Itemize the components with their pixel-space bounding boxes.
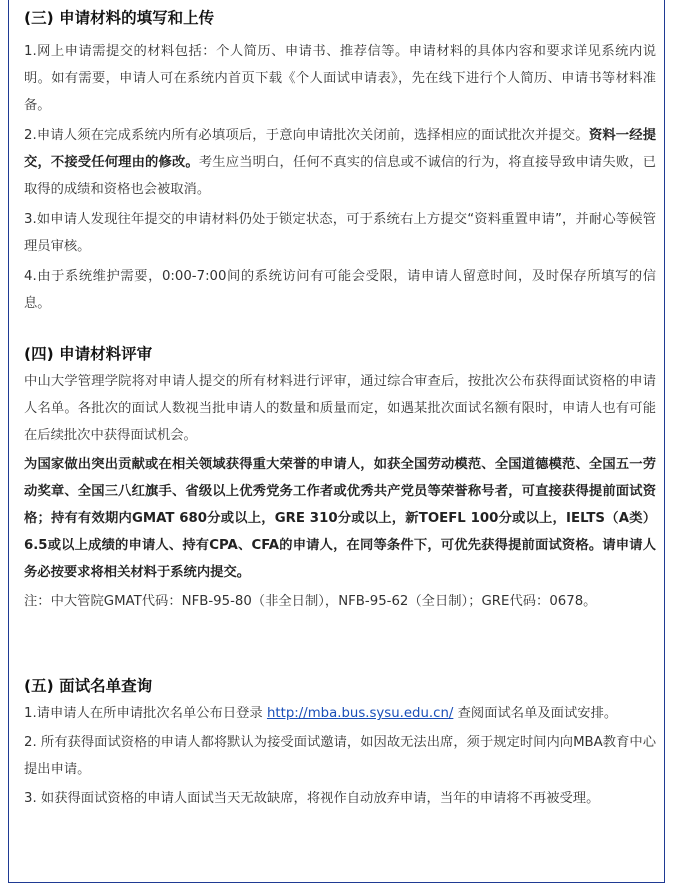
bold-emphasis: 资料一经提交，不接受任何理由的修改。 [24, 128, 657, 170]
paragraph: 中山大学管理学院将对申请人提交的所有材料进行评审，通过综合审查后，按批次公布获得面试资格的申请人名单。各批次的面试人数视当批申请人的数量和质量而定，如遇某批次面试名额有限时，申请人也有可能在后续批次中获得面试机会。 [24, 374, 656, 443]
section-heading: (五) 面试名单查询 [24, 677, 153, 695]
paragraph: 3. 如获得面试资格的申请人面试当天无故缺席，将视作自动放弃申请，当年的申请将不再被受理。 [24, 791, 600, 806]
mba-website-link[interactable]: http://mba.bus.sysu.edu.cn/ [266, 706, 454, 721]
paragraph: 4.由于系统维护需要，0:00-7:00间的系统访问有可能会受限，请申请人留意时间，及时保存所填写的信息。 [24, 269, 656, 311]
paragraph: 3.如申请人发现往年提交的申请材料仍处于锁定状态，可于系统右上方提交“资料重置申请”，并耐心等候管理员审核。 [24, 212, 656, 254]
paragraph: 1.网上申请需提交的材料包括：个人简历、申请书、推荐信等。申请材料的具体内容和要求详见系统内说明。如有需要，申请人可在系统内首页下载《个人面试申请表》，先在线下进行个人简历、申请书等材料准备。 [24, 44, 656, 113]
paragraph: 2.申请人须在完成系统内所有必填项后，于意向申请批次关闭前，选择相应的面试批次并提交。资料一经提交，不接受任何理由的修改。考生应当明白，任何不真实的信息或不诚信的行为，将直接导致申请失败，已取得的成绩和资格也会被取消。 [24, 128, 657, 197]
section-application-materials [24, 6, 656, 317]
section-heading: (四) 申请材料评审 [24, 345, 153, 363]
section-heading: (三) 申请材料的填写和上传 [24, 9, 215, 27]
note: 注：中大管院GMAT代码：NFB-95-80（非全日制），NFB-95-62（全日制）；GRE代码：0678。 [24, 594, 597, 609]
section-material-review [24, 342, 656, 615]
paragraph: 2. 所有获得面试资格的申请人都将默认为接受面试邀请，如因故无法出席，须于规定时间内向MBA教育中心提出申请。 [24, 735, 656, 777]
paragraph: 1.请申请人在所申请批次名单公布日登录 http://mba.bus.sysu.edu.cn/ 查阅面试名单及面试安排。 [24, 706, 618, 721]
section-interview-list [24, 674, 656, 812]
paragraph-bold: 为国家做出突出贡献或在相关领域获得重大荣誉的申请人，如获全国劳动模范、全国道德模范、全国五一劳动奖章、全国三八红旗手、省级以上优秀党务工作者或优秀共产党员等荣誉称号者，可直接获得提前面试资格；持有有效期内GMAT 680分或以上，GRE 310分或以上，新TOEFL 100分或以上，IELTS（A类）6.5或以上成绩的申请人、持有CPA、CFA的申请人，在同等条件下，可优先获得提前面试资格。请申请人务必按要求将相关材料于系统内提交。 [24, 457, 656, 580]
